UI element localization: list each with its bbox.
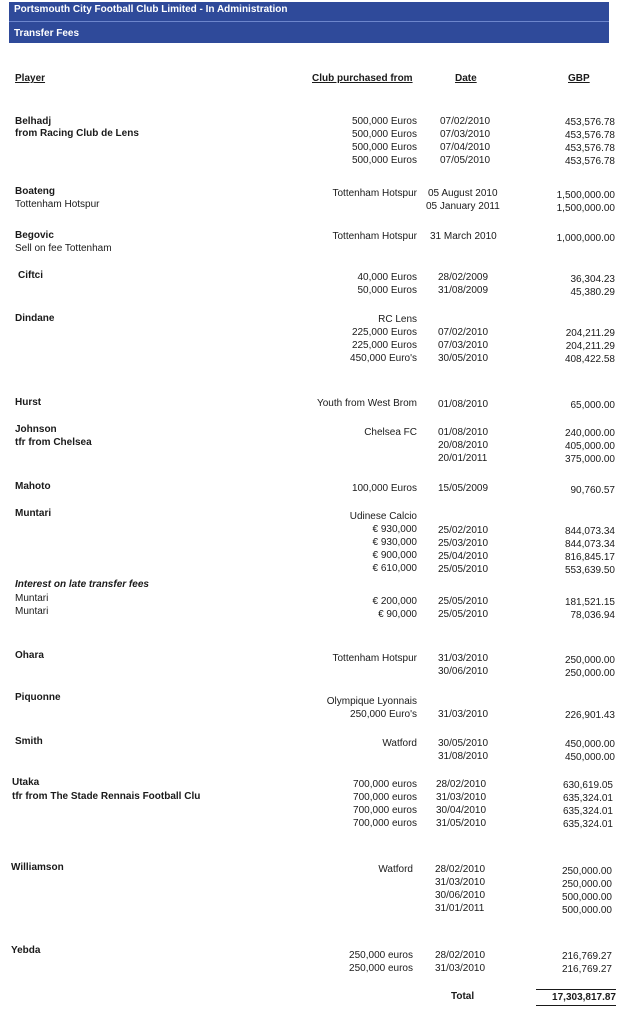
gbp-cell: 453,576.78 — [564, 143, 615, 154]
column-header-club: Club purchased from — [312, 73, 413, 84]
date-cell: 30/05/2010 — [438, 353, 489, 364]
date-cell: 31/03/2010 — [435, 963, 486, 974]
column-header-date: Date — [455, 73, 477, 84]
club-cell: € 930,000 — [372, 524, 417, 535]
date-cell: 07/02/2010 — [440, 116, 491, 127]
date-cell: 28/02/2010 — [436, 779, 487, 790]
club-cell: € 90,000 — [378, 609, 417, 620]
banner-divider — [9, 21, 609, 22]
gbp-cell: 90,760.57 — [570, 485, 615, 496]
gbp-cell: 204,211.29 — [565, 341, 615, 352]
gbp-cell: 375,000.00 — [564, 454, 615, 465]
club-cell: 100,000 Euros — [351, 483, 417, 494]
date-cell: 30/06/2010 — [435, 890, 486, 901]
gbp-cell: 816,845.17 — [564, 552, 615, 563]
date-cell: 07/04/2010 — [440, 142, 491, 153]
date-cell: 31/08/2010 — [438, 751, 489, 762]
gbp-cell: 250,000.00 — [564, 668, 615, 679]
date-cell: 30/06/2010 — [438, 666, 489, 677]
gbp-cell: 450,000.00 — [564, 752, 615, 763]
date-cell: 05 August 2010 — [428, 188, 498, 199]
player-name: Begovic — [15, 230, 54, 241]
club-cell: € 610,000 — [372, 563, 417, 574]
date-cell: 30/04/2010 — [436, 805, 487, 816]
club-cell: 700,000 euros — [353, 818, 417, 829]
date-cell: 07/03/2010 — [438, 340, 489, 351]
gbp-cell: 226,901.43 — [564, 710, 615, 721]
player-note: tfr from The Stade Rennais Football Clu — [12, 791, 201, 802]
date-cell: 25/05/2010 — [438, 596, 489, 607]
club-cell: Udinese Calcio — [349, 511, 417, 522]
gbp-cell: 500,000.00 — [561, 905, 612, 916]
date-cell: 28/02/2009 — [438, 272, 489, 283]
gbp-cell: 500,000.00 — [561, 892, 612, 903]
player-name: Muntari — [15, 593, 49, 604]
date-cell: 20/01/2011 — [438, 453, 488, 464]
gbp-cell: 250,000.00 — [561, 879, 612, 890]
gbp-cell: 450,000.00 — [564, 739, 615, 750]
column-header-player: Player — [15, 73, 46, 84]
player-note: Sell on fee Tottenham — [15, 243, 112, 254]
gbp-cell: 453,576.78 — [564, 156, 615, 167]
club-cell: € 900,000 — [372, 550, 417, 561]
player-name: Yebda — [11, 945, 41, 956]
club-cell: Watford — [378, 864, 413, 875]
club-cell: 50,000 Euros — [357, 285, 417, 296]
date-cell: 01/08/2010 — [438, 427, 489, 438]
gbp-cell: 453,576.78 — [564, 130, 615, 141]
club-cell: 500,000 Euros — [351, 142, 417, 153]
club-cell: 500,000 Euros — [351, 129, 417, 140]
gbp-cell: 240,000.00 — [564, 428, 615, 439]
date-cell: 31/03/2010 — [436, 792, 487, 803]
date-cell: 07/02/2010 — [438, 327, 489, 338]
date-cell: 25/03/2010 — [438, 538, 489, 549]
gbp-cell: 844,073.34 — [564, 539, 615, 550]
club-cell: € 930,000 — [372, 537, 417, 548]
club-cell: 40,000 Euros — [357, 272, 417, 283]
total-label: Total — [451, 991, 475, 1002]
date-cell: 31 March 2010 — [430, 231, 497, 242]
player-name: Belhadj — [15, 116, 52, 127]
player-note: tfr from Chelsea — [15, 437, 92, 448]
date-cell: 31/01/2011 — [435, 903, 485, 914]
club-cell: 700,000 euros — [353, 792, 417, 803]
total-top-rule — [536, 989, 616, 990]
date-cell: 07/05/2010 — [440, 155, 491, 166]
gbp-cell: 630,619.05 — [562, 780, 613, 791]
gbp-cell: 204,211.29 — [565, 328, 615, 339]
gbp-cell: 1,500,000.00 — [556, 203, 615, 214]
player-name: Smith — [15, 736, 43, 747]
gbp-cell: 405,000.00 — [564, 441, 615, 452]
gbp-cell: 216,769.27 — [561, 964, 612, 975]
date-cell: 25/05/2010 — [438, 609, 489, 620]
player-name: Muntari — [15, 606, 49, 617]
club-cell: 250,000 Euro's — [350, 709, 417, 720]
gbp-cell: 36,304.23 — [570, 274, 615, 285]
date-cell: 25/04/2010 — [438, 551, 489, 562]
date-cell: 07/03/2010 — [440, 129, 491, 140]
player-name: Dindane — [15, 313, 55, 324]
club-cell: 250,000 euros — [349, 950, 413, 961]
club-cell: € 200,000 — [372, 596, 417, 607]
document-title: Portsmouth City Football Club Limited - In Administration — [14, 4, 288, 15]
gbp-cell: 635,324.01 — [562, 819, 613, 830]
club-cell: 500,000 Euros — [351, 116, 417, 127]
player-name: Ohara — [15, 650, 44, 661]
club-cell: Chelsea FC — [364, 427, 417, 438]
gbp-cell: 78,036.94 — [570, 610, 615, 621]
player-name: Utaka — [12, 777, 40, 788]
club-cell: RC Lens — [378, 314, 417, 325]
total-value: 17,303,817.87 — [552, 992, 616, 1003]
interest-heading: Interest on late transfer fees — [15, 579, 149, 590]
club-cell: Olympique Lyonnais — [326, 696, 417, 707]
gbp-cell: 45,380.29 — [570, 287, 615, 298]
column-header-gbp: GBP — [568, 73, 590, 84]
club-cell: 700,000 euros — [353, 805, 417, 816]
gbp-cell: 250,000.00 — [564, 655, 615, 666]
date-cell: 28/02/2010 — [435, 950, 486, 961]
club-cell: Tottenham Hotspur — [332, 653, 417, 664]
date-cell: 31/08/2009 — [438, 285, 489, 296]
club-cell: Tottenham Hotspur — [332, 231, 417, 242]
player-name: Mahoto — [15, 481, 51, 492]
gbp-cell: 216,769.27 — [561, 951, 612, 962]
gbp-cell: 453,576.78 — [564, 117, 615, 128]
date-cell: 15/05/2009 — [438, 483, 489, 494]
date-cell: 25/05/2010 — [438, 564, 489, 575]
player-name: Ciftci — [18, 270, 43, 281]
club-cell: 700,000 euros — [353, 779, 417, 790]
player-name: Boateng — [15, 186, 55, 197]
player-name: Muntari — [15, 508, 52, 519]
club-cell: Youth from West Brom — [316, 398, 417, 409]
date-cell: 31/03/2010 — [435, 877, 486, 888]
gbp-cell: 65,000.00 — [570, 400, 615, 411]
club-cell: 225,000 Euros — [351, 327, 417, 338]
gbp-cell: 408,422.58 — [564, 354, 615, 365]
date-cell: 28/02/2010 — [435, 864, 486, 875]
club-cell: Watford — [382, 738, 417, 749]
gbp-cell: 635,324.01 — [562, 793, 613, 804]
club-cell: Tottenham Hotspur — [332, 188, 417, 199]
club-cell: 250,000 euros — [349, 963, 413, 974]
club-cell: 450,000 Euro's — [350, 353, 417, 364]
date-cell: 01/08/2010 — [438, 399, 489, 410]
date-cell: 05 January 2011 — [426, 201, 500, 212]
gbp-cell: 1,500,000.00 — [556, 190, 615, 201]
total-bottom-rule — [536, 1005, 616, 1006]
gbp-cell: 1,000,000.00 — [556, 233, 615, 244]
player-note: Tottenham Hotspur — [15, 199, 100, 210]
gbp-cell: 844,073.34 — [564, 526, 615, 537]
document-subtitle: Transfer Fees — [14, 28, 80, 39]
player-name: Williamson — [11, 862, 64, 873]
gbp-cell: 181,521.15 — [564, 597, 615, 608]
club-cell: 225,000 Euros — [351, 340, 417, 351]
gbp-cell: 553,639.50 — [564, 565, 615, 576]
player-note: from Racing Club de Lens — [15, 128, 139, 139]
gbp-cell: 635,324.01 — [562, 806, 613, 817]
player-name: Hurst — [15, 397, 42, 408]
player-name: Johnson — [15, 424, 57, 435]
date-cell: 30/05/2010 — [438, 738, 489, 749]
date-cell: 20/08/2010 — [438, 440, 489, 451]
date-cell: 31/03/2010 — [438, 709, 489, 720]
date-cell: 31/03/2010 — [438, 653, 489, 664]
date-cell: 25/02/2010 — [438, 525, 489, 536]
gbp-cell: 250,000.00 — [561, 866, 612, 877]
date-cell: 31/05/2010 — [436, 818, 487, 829]
club-cell: 500,000 Euros — [351, 155, 417, 166]
player-name: Piquonne — [15, 692, 61, 703]
